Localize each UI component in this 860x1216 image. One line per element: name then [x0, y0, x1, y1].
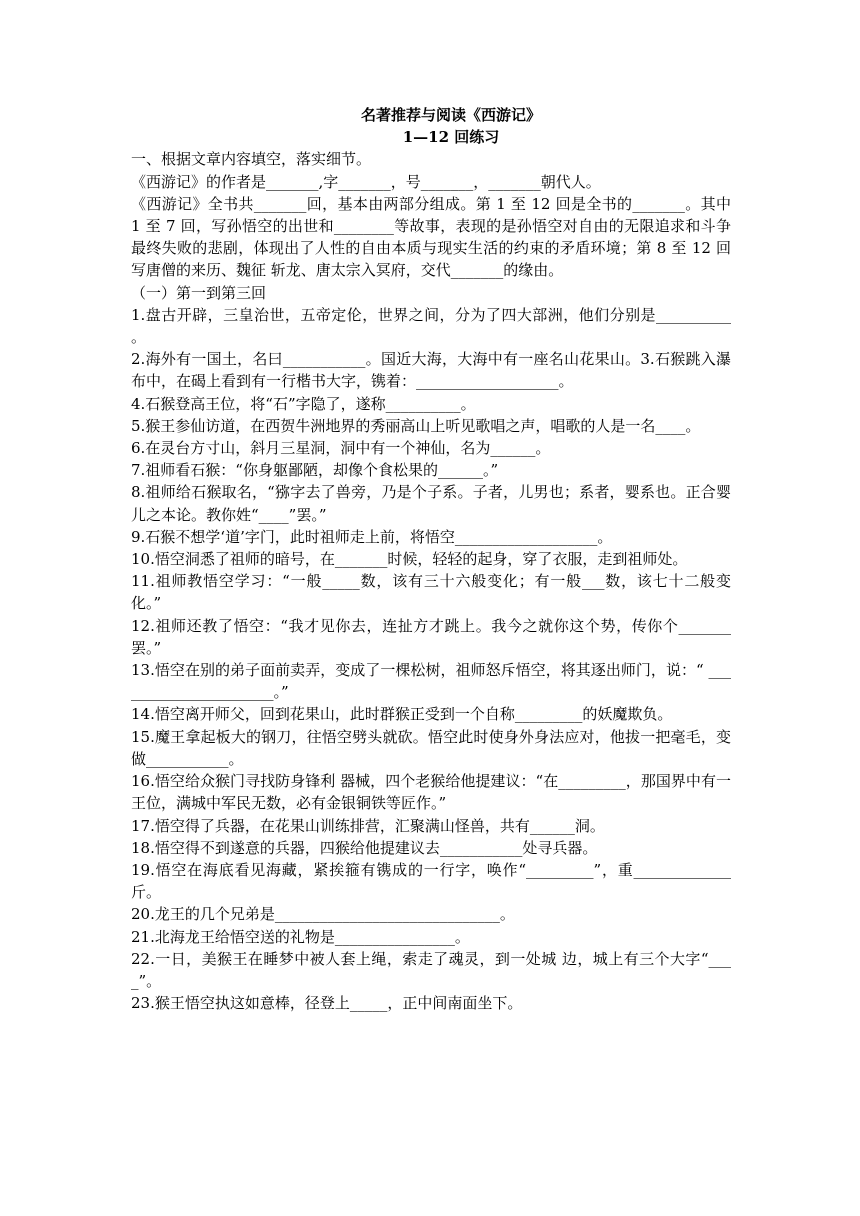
structure-question: 《西游记》全书共_______回，基本由两部分组成。第 1 至 12 回是全书的_______。其中 1 至 7 回，写孙悟空的出世和________等故事，表现的是孙悟空对自由的无限追求和斗争最终失败的悲剧，体现出了人性的自由本质与现实生活的约束的矛盾环境；第 8 至 12 回写唐僧的来历、魏征 斩龙、唐太宗入冥府，交代_______的缘由。	[131, 194, 731, 280]
question-item: 17.悟空得了兵器，在花果山训练排营，汇聚满山怪兽，共有______洞。	[131, 816, 605, 835]
question-item: 12.祖师还教了悟空：“我才见你去，连扯方才跳上。我今之就你这个势，传你个_______罢。”	[131, 616, 731, 657]
question-item: 14.悟空离开师父，回到花果山，此时群猴正受到一个自称_________的妖魔欺负。	[131, 705, 673, 724]
document-title: 名著推荐与阅读《西游记》	[360, 106, 541, 124]
question-item: 22.一日，美猴王在睡梦中被人套上绳，索走了魂灵，到一处城 边，城上有三个大字“____”。	[131, 949, 731, 990]
question-item: 20.龙王的几个兄弟是______________________________。	[131, 905, 515, 924]
question-item: 1.盘古开辟，三皇治世，五帝定伦，世界之间，分为了四大部洲，他们分别是__________ 。	[131, 305, 731, 347]
document-page	[131, 104, 731, 1014]
question-item: 11.祖师教悟空学习：“一般_____数，该有三十六般变化；有一般___数，该七十二般变化。”	[131, 572, 731, 613]
question-item: 18.悟空得不到遂意的兵器，四猴给他提建议去___________处寻兵器。	[131, 838, 598, 857]
question-item: 8.祖师给石猴取名，“猕字去了兽旁，乃是个子系。子者，儿男也；系者，婴系也。正合婴儿之本论。教你姓“____”罢。”	[131, 483, 731, 524]
question-item: 9.石猴不想学‘道’字门，此时祖师走上前，将悟空___________________。	[131, 527, 613, 546]
question-item: 23.猴王悟空执这如意棒，径登上_____，正中间南面坐下。	[131, 994, 523, 1013]
question-item: 13.悟空在别的弟子面前卖弄，变成了一棵松树，祖师怒斥悟空，将其逐出师门，说：“ ______________________。”	[131, 661, 731, 702]
question-item: 10.悟空洞悉了祖师的暗号，在_______时候，轻轻的起身，穿了衣服，走到祖师处。	[131, 550, 688, 569]
question-item: 19.悟空在海底看见海藏，紧挨箍有镌成的一行字，唤作“_________”，重_____________斤。	[131, 860, 731, 902]
question-item: 4.石猴登高王位，将“石”字隐了，遂称__________。	[131, 394, 476, 413]
question-item: 7.祖师看石猴：“你身躯鄙陋，却像个食松果的______。”	[131, 461, 499, 480]
document-subtitle: 1—12 回练习	[402, 128, 500, 147]
question-item: 5.猴王参仙访道，在西贺牛洲地界的秀丽高山上听见歌唱之声，唱歌的人是一名____。	[131, 416, 701, 435]
question-item: 16.悟空给众猴门寻找防身锋利 器械，四个老猴给他提建议：“在_________，那国界中有一王位，满城中军民无数，必有金银铜铁等匠作。”	[131, 772, 731, 813]
question-item: 15.魔王拿起板大的钢刀，往悟空劈头就砍。悟空此时使身外身法应对，他拔一把毫毛，变做___________。	[131, 727, 731, 768]
instruction-line: 一、根据文章内容填空，落实细节。	[131, 150, 372, 169]
section-heading: （一）第一到第三回	[131, 283, 267, 302]
question-item: 6.在灵台方寸山，斜月三星洞，洞中有一个神仙，名为______。	[131, 439, 551, 458]
author-question: 《西游记》的作者是_______,字_______，号_______，_______朝代人。	[131, 172, 601, 191]
question-item: 21.北海龙王给悟空送的礼物是________________。	[131, 927, 470, 946]
question-item: 2.海外有一国土，名曰___________。国近大海，大海中有一座名山花果山。3.石猴跳入瀑布中，在碣上看到有一行楷书大字，镌着：___________________。	[131, 350, 731, 391]
